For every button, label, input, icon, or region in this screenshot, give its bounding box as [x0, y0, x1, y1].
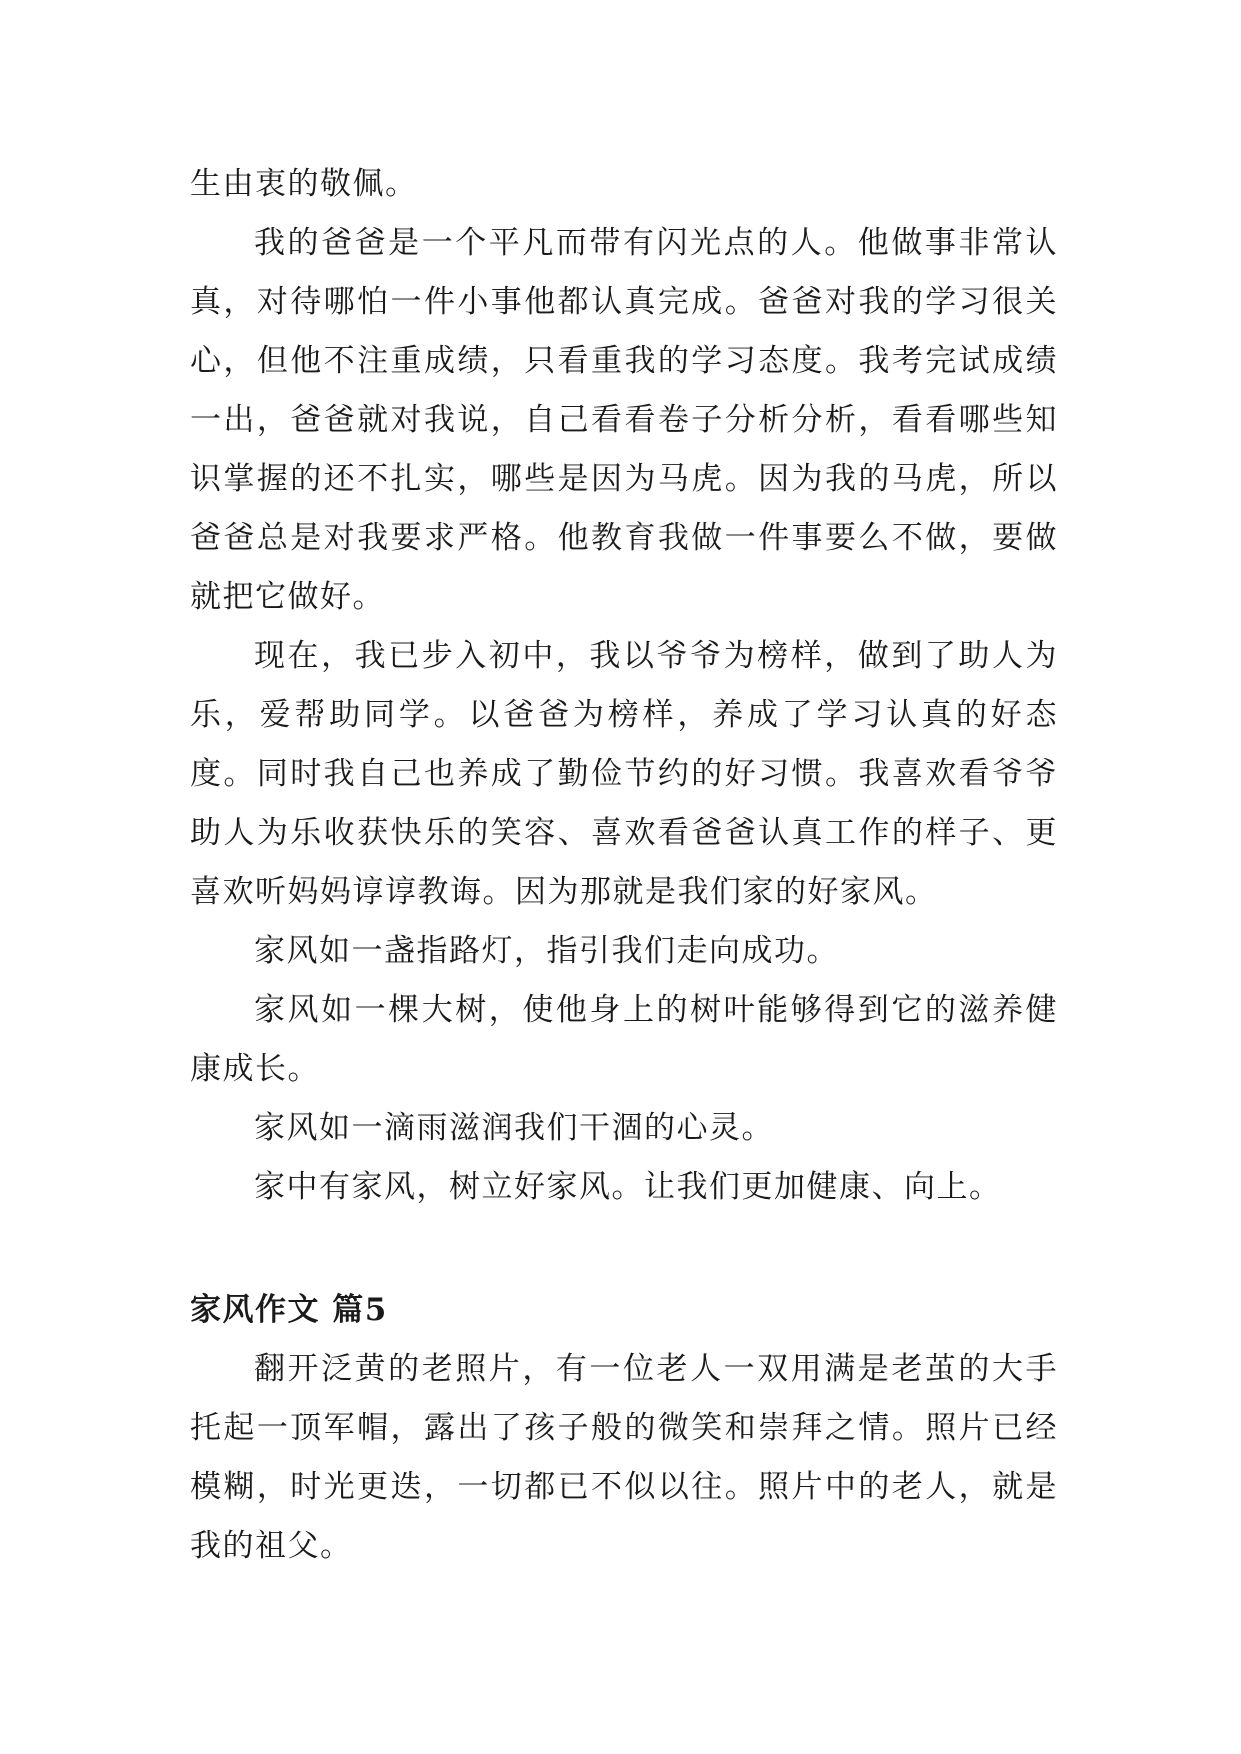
paragraph: 家风如一盏指路灯，指引我们走向成功。 [254, 933, 839, 969]
paragraph: 家风如一滴雨滋润我们干涸的心灵。 [254, 1110, 774, 1146]
section-spacer [190, 1217, 1058, 1281]
document-page [190, 155, 1058, 1576]
paragraph: 生由衷的敬佩。 [190, 166, 418, 202]
paragraph: 家中有家风，树立好家风。让我们更加健康、向上。 [254, 1169, 1002, 1205]
paragraph: 家风如一棵大树，使他身上的树叶能够得到它的滋养健康成长。 [190, 992, 1058, 1087]
paragraph: 翻开泛黄的老照片，有一位老人一双用满是老茧的大手托起一顶军帽，露出了孩子般的微笑和崇拜之情。照片已经模糊，时光更迭，一切都已不似以往。照片中的老人，就是我的祖父。 [190, 1351, 1058, 1564]
section-heading: 家风作文 篇5 [190, 1292, 388, 1328]
paragraph: 现在，我已步入初中，我以爷爷为榜样，做到了助人为乐，爱帮助同学。以爸爸为榜样，养成了学习认真的好态度。同时我自己也养成了勤俭节约的好习惯。我喜欢看爷爷助人为乐收获快乐的笑容、喜欢看爸爸认真工作的样子、更喜欢听妈妈谆谆教诲。因为那就是我们家的好家风。 [190, 638, 1058, 910]
paragraph: 我的爸爸是一个平凡而带有闪光点的人。他做事非常认真，对待哪怕一件小事他都认真完成。爸爸对我的学习很关心，但他不注重成绩，只看重我的学习态度。我考完试成绩一出，爸爸就对我说，自己看看卷子分析分析，看看哪些知识掌握的还不扎实，哪些是因为马虎。因为我的马虎，所以爸爸总是对我要求严格。他教育我做一件事要么不做，要做就把它做好。 [190, 225, 1058, 615]
